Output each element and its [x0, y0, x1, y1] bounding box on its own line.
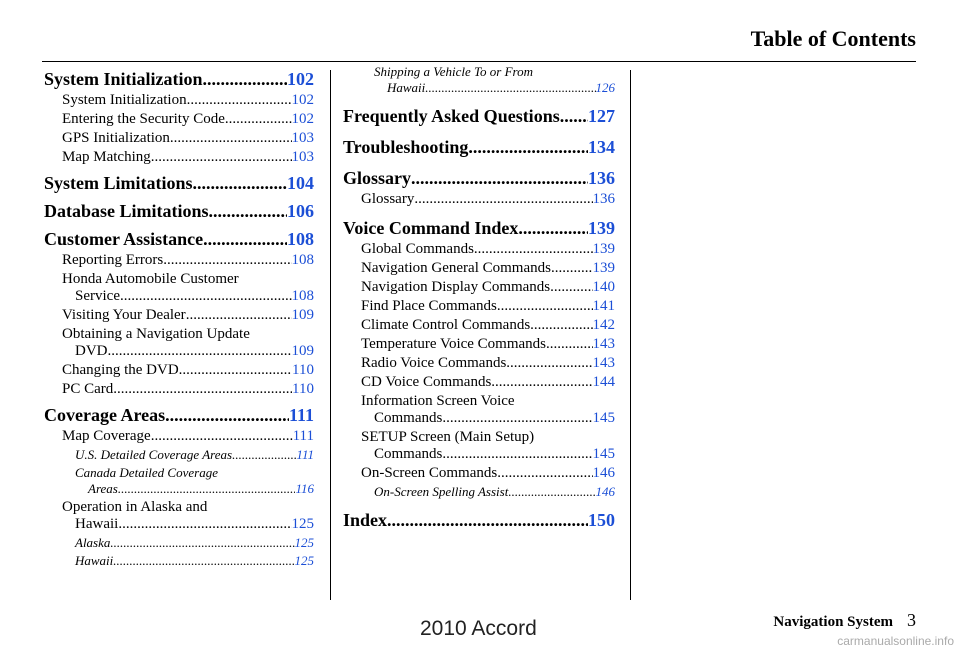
toc-page-link[interactable]: 127	[588, 106, 615, 126]
toc-entry-title: Shipping a Vehicle To or From	[374, 64, 534, 79]
toc-entry	[44, 326, 314, 343]
dot-leader	[120, 288, 292, 305]
toc-entry[interactable]	[44, 516, 314, 533]
dot-leader	[151, 149, 292, 166]
toc-entry-title: Changing the DVD	[62, 362, 179, 378]
toc-page-link[interactable]: 102	[287, 69, 314, 89]
dot-leader	[113, 381, 292, 398]
dot-leader	[474, 241, 593, 258]
toc-entry[interactable]	[44, 173, 314, 194]
dot-leader	[508, 484, 595, 500]
toc-entry[interactable]	[343, 298, 615, 315]
toc-page-link[interactable]: 125	[291, 516, 314, 532]
toc-page-link[interactable]: 108	[291, 288, 314, 304]
toc-entry[interactable]	[343, 137, 615, 158]
dot-leader	[468, 137, 588, 158]
toc-entry-title: U.S. Detailed Coverage Areas	[75, 447, 233, 462]
model-tag: 2010 Accord	[420, 617, 537, 640]
toc-page-link[interactable]: 125	[294, 535, 314, 550]
toc-entry-title: Temperature Voice Commands...	[361, 336, 558, 352]
toc-entry-title: Honda Automobile Customer	[62, 271, 239, 287]
toc-page-link[interactable]: 140	[592, 279, 615, 295]
toc-entry-title: PC Card	[62, 381, 114, 397]
toc-entry-title: CD Voice Commands	[361, 374, 492, 390]
dot-leader	[442, 446, 592, 463]
toc-entry-title: Service	[75, 288, 120, 304]
toc-entry-title: Visiting Your Dealer	[62, 307, 186, 323]
dot-leader	[411, 168, 588, 189]
dot-leader	[209, 201, 287, 222]
toc-entry[interactable]	[343, 106, 615, 127]
toc-page-link[interactable]: 136	[592, 191, 615, 207]
dot-leader	[442, 410, 592, 427]
dot-leader	[187, 92, 292, 109]
toc-page-link[interactable]: 144	[592, 374, 615, 390]
toc-page-link[interactable]: 145	[592, 410, 615, 426]
toc-entry[interactable]	[343, 317, 615, 334]
toc-entry-title: Hawaii	[75, 553, 114, 568]
toc-page-link[interactable]: 136	[588, 168, 615, 188]
toc-entry[interactable]	[343, 484, 615, 500]
dot-leader	[118, 516, 291, 533]
dot-leader	[425, 80, 595, 96]
toc-entry[interactable]	[343, 260, 615, 277]
toc-page-link[interactable]: 109	[291, 307, 314, 323]
toc-entry-title: Customer Assistance	[44, 229, 204, 249]
toc-page-link[interactable]: 143	[592, 336, 615, 352]
toc-entry[interactable]	[343, 355, 615, 372]
toc-entry-title: Obtaining a Navigation Update	[62, 326, 250, 342]
toc-entry[interactable]	[44, 252, 314, 269]
toc-entry[interactable]	[44, 69, 314, 90]
dot-leader	[170, 130, 292, 147]
toc-entry-title: Alaska	[75, 535, 111, 550]
toc-entry-title: Glossary	[361, 191, 415, 207]
dot-leader	[186, 307, 292, 324]
toc-entry-title: GPS Initialization	[62, 130, 170, 146]
toc-entry-title: Voice Command Index	[343, 218, 519, 238]
toc-entry-title: System Initialization	[62, 92, 187, 108]
toc-page-link[interactable]: 111	[296, 447, 314, 462]
toc-entry-title: Climate Control Commands	[361, 317, 531, 333]
toc-page-link[interactable]: 143	[592, 355, 615, 371]
toc-entry[interactable]	[44, 201, 314, 222]
toc-page-link[interactable]: 145	[592, 446, 615, 462]
toc-entry[interactable]	[44, 343, 314, 360]
toc-entry-title: Glossary	[343, 168, 412, 188]
toc-entry-title: Find Place Commands	[361, 298, 497, 314]
toc-entry[interactable]	[44, 307, 314, 324]
toc-page-link[interactable]: 142	[592, 317, 615, 333]
dot-leader	[414, 191, 592, 208]
toc-page-link[interactable]: 110	[292, 362, 314, 378]
toc-column-left	[44, 62, 314, 569]
toc-entry-title: Entering the Security Code	[62, 111, 225, 127]
toc-page-link[interactable]: 134	[588, 137, 615, 157]
toc-entry[interactable]	[44, 405, 314, 426]
toc-entry	[343, 393, 615, 410]
toc-entry[interactable]	[343, 168, 615, 189]
dot-leader	[165, 405, 289, 426]
toc-entry-title: Navigation General Commands...	[361, 260, 563, 276]
column-divider-1	[330, 70, 331, 600]
toc-entry-title: Commands	[374, 446, 443, 462]
dot-leader	[573, 106, 588, 127]
toc-entry-title: SETUP Screen (Main Setup)	[361, 429, 535, 445]
dot-leader	[506, 355, 592, 372]
dot-leader	[203, 229, 287, 250]
toc-page-link[interactable]: 110	[292, 381, 314, 397]
toc-entry-title: Map Coverage	[62, 428, 151, 444]
toc-entry[interactable]	[44, 381, 314, 398]
toc-entry[interactable]	[44, 92, 314, 109]
toc-page-link[interactable]: 146	[592, 465, 615, 481]
toc-entry[interactable]	[343, 374, 615, 391]
footer-section-title: Navigation System	[773, 614, 893, 630]
dot-leader	[193, 173, 288, 194]
dot-leader	[518, 218, 588, 239]
toc-entry-title: System Initialization	[44, 69, 203, 89]
toc-entry-title: Navigation Display Commands...	[361, 279, 562, 295]
dot-leader	[225, 111, 292, 128]
toc-entry-title: Global Commands	[361, 241, 474, 257]
dot-leader	[113, 553, 294, 569]
toc-entry-title: Database Limitations	[44, 201, 209, 221]
toc-entry	[44, 271, 314, 288]
toc-entry[interactable]	[44, 149, 314, 166]
toc-entry-title: On-Screen Commands	[361, 465, 498, 481]
toc-entry[interactable]	[343, 80, 615, 96]
toc-page-link[interactable]: 150	[588, 510, 615, 530]
toc-entry-title: On-Screen Spelling Assist	[374, 484, 509, 499]
toc-entry-title: Commands	[374, 410, 443, 426]
dot-leader	[203, 69, 287, 90]
dot-leader	[530, 317, 592, 334]
toc-entry-title: DVD	[75, 343, 108, 359]
toc-page-link[interactable]: 102	[291, 111, 314, 127]
toc-entry[interactable]	[343, 218, 615, 239]
dot-leader	[108, 343, 292, 360]
toc-page-link[interactable]: 139	[592, 260, 615, 276]
toc-entry-title: Map Matching	[62, 149, 151, 165]
toc-entry-title: Canada Detailed Coverage	[75, 465, 218, 480]
toc-entry-title: Reporting Errors	[62, 252, 164, 268]
toc-entry[interactable]	[343, 510, 615, 531]
toc-entry	[44, 465, 314, 481]
toc-entry[interactable]	[44, 535, 314, 551]
toc-column-middle	[343, 62, 615, 531]
toc-entry[interactable]	[343, 410, 615, 427]
toc-entry-title: Troubleshooting	[343, 137, 469, 157]
toc-page-link[interactable]: 139	[592, 241, 615, 257]
toc-page-link[interactable]: 103	[291, 130, 314, 146]
toc-entry[interactable]	[343, 191, 615, 208]
dot-leader	[110, 535, 294, 551]
toc-entry[interactable]	[343, 465, 615, 482]
dot-leader	[497, 465, 592, 482]
page-number: 3	[907, 610, 916, 630]
dot-leader	[561, 279, 592, 296]
toc-entry-title: Frequently Asked Questions...	[343, 106, 574, 126]
toc-page-link[interactable]: 111	[288, 405, 314, 425]
toc-page-link[interactable]: 146	[595, 484, 615, 499]
footer	[773, 610, 916, 631]
toc-page-link[interactable]: 141	[592, 298, 615, 314]
toc-entry[interactable]	[44, 447, 314, 463]
toc-page-link[interactable]: 106	[287, 201, 314, 221]
toc-entry-title: Areas	[88, 481, 118, 496]
toc-entry-title: Operation in Alaska and	[62, 499, 208, 515]
dot-leader	[232, 447, 296, 463]
toc-entry-title: Coverage Areas	[44, 405, 166, 425]
toc-page-link[interactable]: 116	[295, 481, 314, 496]
dot-leader	[118, 481, 296, 497]
dot-leader	[497, 298, 593, 315]
toc-entry[interactable]	[44, 130, 314, 147]
toc-page-link[interactable]: 102	[291, 92, 314, 108]
toc-entry[interactable]	[44, 229, 314, 250]
toc-entry-title: Information Screen Voice	[361, 393, 515, 409]
toc-page-link[interactable]: 103	[291, 149, 314, 165]
toc-page-link[interactable]: 108	[287, 229, 314, 249]
toc-entry[interactable]	[44, 428, 314, 445]
dot-leader	[562, 260, 592, 277]
toc-entry[interactable]	[44, 553, 314, 569]
toc-entry	[343, 429, 615, 446]
toc-entry-title: Radio Voice Commands	[361, 355, 507, 371]
toc-entry[interactable]	[343, 336, 615, 353]
toc-entry	[44, 499, 314, 516]
toc-entry-title: Index	[343, 510, 388, 530]
dot-leader	[151, 428, 293, 445]
toc-page-link[interactable]: 126	[595, 80, 615, 95]
toc-entry-title: Hawaii	[75, 516, 119, 532]
watermark: carmanualsonline.info	[837, 634, 954, 648]
toc-entry-title: Hawaii	[387, 80, 426, 95]
dot-leader	[163, 252, 291, 269]
toc-entry[interactable]	[44, 481, 314, 497]
column-divider-2	[630, 70, 631, 600]
toc-entry[interactable]	[343, 446, 615, 463]
dot-leader	[491, 374, 592, 391]
toc-entry[interactable]	[343, 241, 615, 258]
toc-page-link[interactable]: 104	[287, 173, 314, 193]
toc-entry	[343, 64, 615, 80]
page-title: Table of Contents	[750, 26, 916, 51]
toc-entry[interactable]	[44, 111, 314, 128]
toc-entry-title: System Limitations	[44, 173, 193, 193]
toc-entry[interactable]	[44, 362, 314, 379]
dot-leader	[557, 336, 592, 353]
toc-page-link[interactable]: 139	[588, 218, 615, 238]
toc-page-link[interactable]: 111	[292, 428, 314, 444]
toc-page-link[interactable]: 108	[291, 252, 314, 268]
dot-leader	[387, 510, 588, 531]
dot-leader	[179, 362, 292, 379]
toc-page-link[interactable]: 109	[291, 343, 314, 359]
toc-entry[interactable]	[44, 288, 314, 305]
toc-entry[interactable]	[343, 279, 615, 296]
toc-page-link[interactable]: 125	[294, 553, 314, 568]
